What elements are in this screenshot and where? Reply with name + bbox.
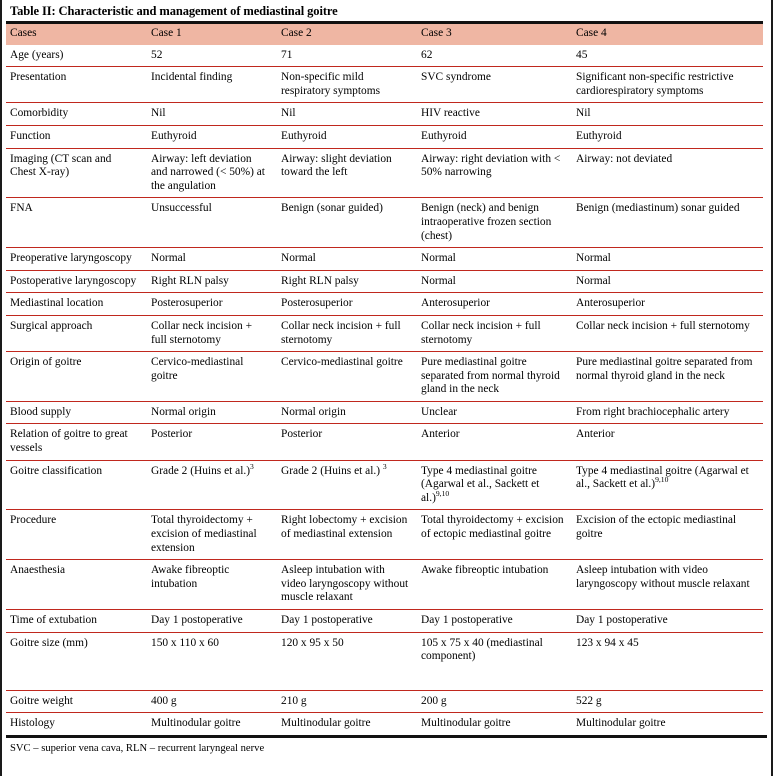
table-row	[6, 632, 763, 690]
table-footnote: SVC – superior vena cava, RLN – recurrent laryngeal nerve	[10, 742, 265, 754]
table-row	[6, 103, 763, 126]
row-value-cell-case4: Euthyroid	[572, 125, 763, 148]
column-header-case1: Case 1	[147, 23, 277, 45]
column-header-case3: Case 3	[417, 23, 572, 45]
row-label-cell: Origin of goitre	[6, 352, 147, 402]
row-value-cell-case1: Posterosuperior	[147, 293, 277, 316]
row-value-cell-case3: 105 x 75 x 40 (mediastinal component)	[417, 632, 572, 690]
row-value-cell-case2: Collar neck incision + full sternotomy	[277, 315, 417, 351]
row-value-cell-case4: Normal	[572, 248, 763, 271]
row-value-cell-case3: HIV reactive	[417, 103, 572, 126]
row-value-cell-case2: Benign (sonar guided)	[277, 198, 417, 248]
table-row	[6, 690, 763, 713]
row-value-cell-case4: Nil	[572, 103, 763, 126]
row-value-cell-case2: Grade 2 (Huins et al.) $^3$	[277, 460, 417, 510]
table-row	[6, 460, 763, 510]
row-value-cell-case4: Multinodular goitre	[572, 713, 763, 735]
row-value-cell-case1: Unsuccessful	[147, 198, 277, 248]
row-value-cell-case4: Excision of the ectopic mediastinal goitre	[572, 510, 763, 560]
column-header-case2: Case 2	[277, 23, 417, 45]
row-value-cell-case4: Asleep intubation with video laryngoscopy without muscle relaxant	[572, 560, 763, 610]
row-value-cell-case4: Normal	[572, 270, 763, 293]
row-value-cell-case1: Awake fibreoptic intubation	[147, 560, 277, 610]
row-value-cell-case2: Posterior	[277, 424, 417, 460]
citation-superscript: 3	[382, 461, 387, 471]
row-value-cell-case1: Euthyroid	[147, 125, 277, 148]
row-value-cell-case4: Significant non-specific restrictive cardiorespiratory symptoms	[572, 67, 763, 103]
row-label-cell: FNA	[6, 198, 147, 248]
table-row	[6, 148, 763, 198]
table-row	[6, 401, 763, 424]
row-label-cell: Blood supply	[6, 401, 147, 424]
row-value-cell-case3: 62	[421, 48, 433, 61]
row-value-cell-case2: Airway: slight deviation toward the left	[277, 148, 417, 198]
table-row	[6, 248, 763, 271]
row-value-cell-case2: Asleep intubation with video laryngoscopy without muscle relaxant	[277, 560, 417, 610]
row-value-cell-case1: Right RLN palsy	[147, 270, 277, 293]
row-label-cell: Comorbidity	[6, 103, 147, 126]
row-label-cell: Histology	[6, 713, 147, 735]
row-value-cell-case3: Normal	[417, 248, 572, 271]
mediastinal-goitre-table	[6, 21, 763, 735]
row-value-cell-case1: Normal	[147, 248, 277, 271]
table-row	[6, 610, 763, 633]
column-header-label: Cases	[6, 23, 147, 45]
column-header-case4: Case 4	[572, 23, 763, 45]
row-label-cell: Time of extubation	[6, 610, 147, 633]
row-value-cell-case1: 52	[151, 48, 163, 61]
row-value-cell-case3: Airway: right deviation with < 50% narrowing	[417, 148, 572, 198]
row-value-cell-case1: Multinodular goitre	[147, 713, 277, 735]
row-value-cell-case4: Anterosuperior	[572, 293, 763, 316]
row-label-cell: Age (years)	[10, 48, 64, 61]
table-header-row	[6, 23, 763, 45]
row-label-cell: Procedure	[6, 510, 147, 560]
row-label-cell: Imaging (CT scan and Chest X-ray)	[6, 148, 147, 198]
table-row	[6, 45, 763, 67]
row-label-cell: Goitre weight	[6, 690, 147, 713]
row-value-cell-case2: Nil	[277, 103, 417, 126]
row-value-cell-case2: 120 x 95 x 50	[277, 632, 417, 690]
row-value-cell-case4: 522 g	[572, 690, 763, 713]
row-value-cell-case3: Multinodular goitre	[417, 713, 572, 735]
citation-superscript: 3	[250, 461, 254, 471]
row-value-cell-case3: Anterior	[417, 424, 572, 460]
row-value-cell-case2: 71	[281, 48, 293, 61]
table-row	[6, 424, 763, 460]
row-value-cell-case3: 200 g	[417, 690, 572, 713]
row-value-cell-case1: Incidental finding	[147, 67, 277, 103]
row-value-cell-case2: Right lobectomy + excision of mediastinal extension	[277, 510, 417, 560]
row-label-cell: Anaesthesia	[6, 560, 147, 610]
row-value-cell-case1: Total thyroidectomy + excision of mediastinal extension	[147, 510, 277, 560]
table-body	[6, 45, 763, 735]
row-value-cell-case1: Airway: left deviation and narrowed (< 50%) at the angulation	[147, 148, 277, 198]
table-row	[6, 560, 763, 610]
row-value-cell-case3: Euthyroid	[417, 125, 572, 148]
row-value-cell-case1: Posterior	[147, 424, 277, 460]
row-value-cell-case4: 123 x 94 x 45	[572, 632, 763, 690]
row-value-cell-case2: Cervico-mediastinal goitre	[277, 352, 417, 402]
citation-superscript: 9,10	[655, 475, 669, 485]
row-value-cell-case4: From right brachiocephalic artery	[572, 401, 763, 424]
row-value-cell-case1: Nil	[147, 103, 277, 126]
row-value-cell-case2: Normal	[277, 248, 417, 271]
row-value-cell-case4: Collar neck incision + full sternotomy	[572, 315, 763, 351]
row-label-cell: Presentation	[6, 67, 147, 103]
row-value-cell-case3: Type 4 mediastinal goitre (Agarwal et al., Sackett et al.)$^{9,10}$	[417, 460, 572, 510]
row-label-cell: Goitre classification	[6, 460, 147, 510]
row-value-cell-case1: 400 g	[147, 690, 277, 713]
table-row	[6, 198, 763, 248]
row-value-cell-case1: Normal origin	[147, 401, 277, 424]
row-value-cell-case3: Anterosuperior	[417, 293, 572, 316]
row-value-cell-case3: Awake fibreoptic intubation	[417, 560, 572, 610]
page-title: Table II: Characteristic and management of mediastinal goitre	[10, 4, 338, 18]
row-value-cell-case3: Day 1 postoperative	[417, 610, 572, 633]
row-value-cell-case4: Anterior	[572, 424, 763, 460]
row-label-cell: Postoperative laryngoscopy	[6, 270, 147, 293]
table-row	[6, 352, 763, 402]
row-value-cell-case1: Collar neck incision + full sternotomy	[147, 315, 277, 351]
row-value-cell-case2: Normal origin	[277, 401, 417, 424]
row-label-cell: Goitre size (mm)	[6, 632, 147, 690]
table-row	[6, 125, 763, 148]
row-value-cell-case3: Unclear	[417, 401, 572, 424]
row-label-cell: Relation of goitre to great vessels	[6, 424, 147, 460]
table-row	[6, 270, 763, 293]
row-value-cell-case2: Right RLN palsy	[277, 270, 417, 293]
row-value-cell-case1: 150 x 110 x 60	[147, 632, 277, 690]
table-row	[6, 315, 763, 351]
row-value-cell-case4: 45	[576, 48, 588, 61]
table-row	[6, 67, 763, 103]
row-value-cell-case2: Non-specific mild respiratory symptoms	[277, 67, 417, 103]
table-row	[6, 713, 763, 735]
row-value-cell-case4: Airway: not deviated	[572, 148, 763, 198]
row-value-cell-case3: SVC syndrome	[417, 67, 572, 103]
table-head	[6, 23, 763, 45]
row-value-cell-case3: Collar neck incision + full sternotomy	[417, 315, 572, 351]
row-value-cell-case2: Posterosuperior	[277, 293, 417, 316]
row-value-cell-case1: Cervico-mediastinal goitre	[147, 352, 277, 402]
row-value-cell-case2: Euthyroid	[277, 125, 417, 148]
row-value-cell-case4: Type 4 mediastinal goitre (Agarwal et al., Sackett et al.)$^{9,10}$	[572, 460, 763, 510]
row-value-cell-case3: Benign (neck) and benign intraoperative frozen section (chest)	[417, 198, 572, 248]
row-value-cell-case3: Normal	[417, 270, 572, 293]
row-label-cell: Preoperative laryngoscopy	[6, 248, 147, 271]
row-label-cell: Surgical approach	[6, 315, 147, 351]
row-value-cell-case3: Total thyroidectomy + excision of ectopic mediastinal goitre	[417, 510, 572, 560]
row-label-cell: Function	[6, 125, 147, 148]
citation-superscript: 9,10	[435, 489, 450, 499]
row-value-cell-case3: Pure mediastinal goitre separated from normal thyroid gland in the neck	[417, 352, 572, 402]
row-value-cell-case4: Benign (mediastinum) sonar guided	[572, 198, 763, 248]
row-value-cell-case2: 210 g	[277, 690, 417, 713]
row-value-cell-case2: Day 1 postoperative	[277, 610, 417, 633]
row-value-cell-case4: Day 1 postoperative	[572, 610, 763, 633]
row-value-cell-case1: Grade 2 (Huins et al.)$^3$	[147, 460, 277, 510]
row-value-cell-case2: Multinodular goitre	[277, 713, 417, 735]
table-row	[6, 510, 763, 560]
row-value-cell-case1: Day 1 postoperative	[147, 610, 277, 633]
table-row	[6, 293, 763, 316]
row-value-cell-case4: Pure mediastinal goitre separated from normal thyroid gland in the neck	[572, 352, 763, 402]
row-label-cell: Mediastinal location	[6, 293, 147, 316]
